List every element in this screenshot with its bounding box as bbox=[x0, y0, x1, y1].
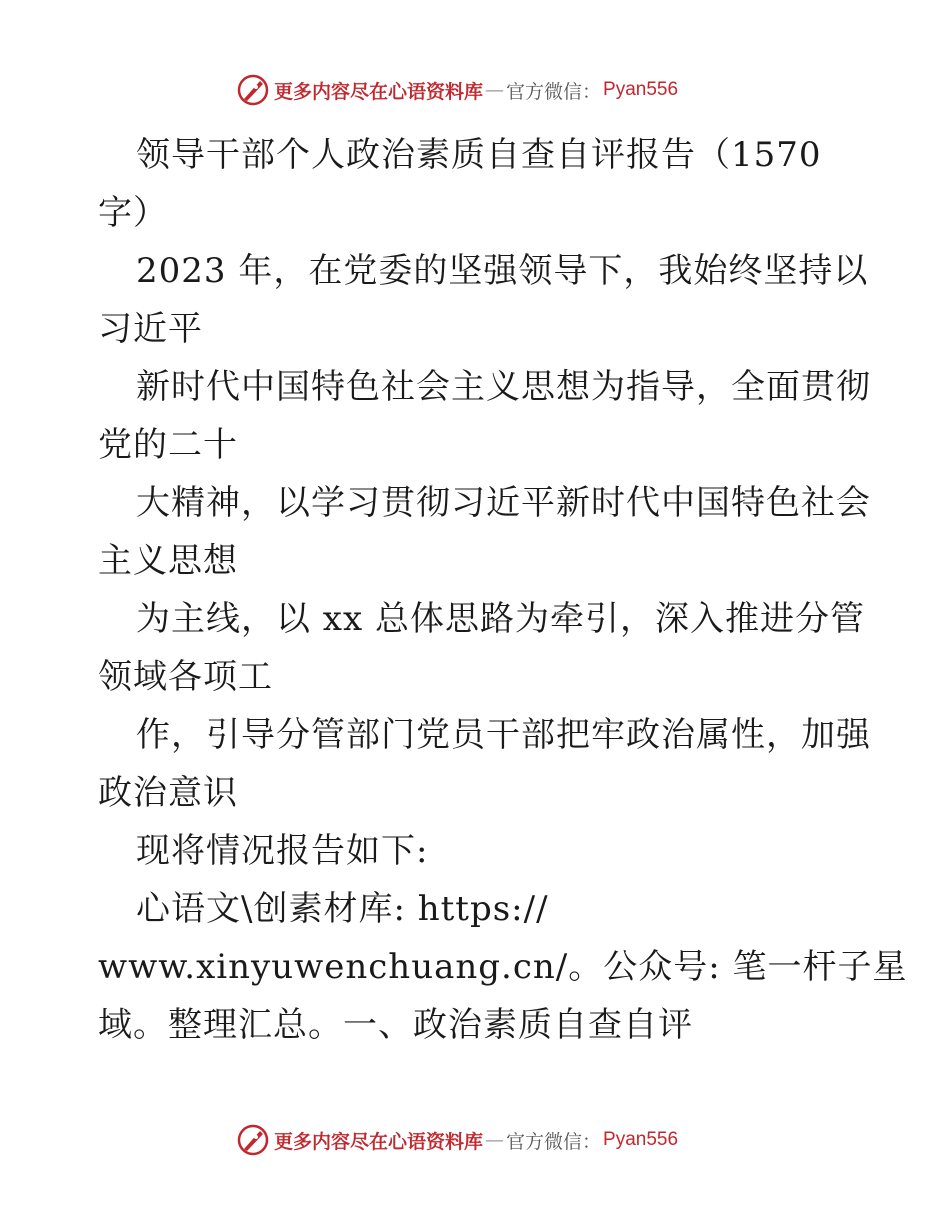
doc-line: 新时代中国特色社会主义思想为指导，全面贯彻 bbox=[136, 367, 871, 407]
footer-official-label: 官方微信： bbox=[506, 1130, 602, 1153]
document-body bbox=[98, 126, 908, 1054]
pen-logo-icon bbox=[236, 1123, 270, 1157]
header-wechat-id: Pyan556 bbox=[603, 79, 679, 100]
doc-line: 作，引导分管部门党员干部把牢政治属性，加强 bbox=[136, 715, 871, 755]
doc-title-line-1: 领导干部个人政治素质自查自评报告（1570 bbox=[136, 135, 822, 175]
footer-banner bbox=[236, 1122, 678, 1158]
doc-line: 习近平 bbox=[98, 309, 203, 349]
doc-line: 为主线，以 xx 总体思路为牵引，深入推进分管 bbox=[136, 599, 865, 639]
doc-title-line-2: 字） bbox=[98, 193, 168, 233]
header-dash: — bbox=[485, 79, 505, 101]
doc-line: 大精神，以学习贯彻习近平新时代中国特色社会 bbox=[136, 483, 871, 523]
header-official-label: 官方微信： bbox=[506, 80, 602, 103]
header-banner bbox=[236, 72, 678, 108]
doc-line: 域。整理汇总。一、政治素质自查自评 bbox=[98, 1005, 693, 1045]
doc-line: 政治意识 bbox=[98, 773, 238, 813]
doc-line: 主义思想 bbox=[98, 541, 238, 581]
doc-line: 心语文\创素材库: https:// bbox=[136, 889, 549, 929]
pen-logo-icon bbox=[236, 73, 270, 107]
doc-line: 现将情况报告如下: bbox=[136, 831, 429, 871]
doc-line: 2023 年，在党委的坚强领导下，我始终坚持以 bbox=[136, 251, 869, 291]
footer-brand-text: 更多内容尽在心语资料库 bbox=[274, 1130, 484, 1153]
doc-line: www.xinyuwenchuang.cn/。公众号: 笔一杆子星 bbox=[98, 947, 908, 987]
doc-line: 领域各项工 bbox=[98, 657, 273, 697]
footer-wechat-id: Pyan556 bbox=[603, 1129, 679, 1150]
header-brand-text: 更多内容尽在心语资料库 bbox=[274, 80, 484, 103]
footer-dash: — bbox=[485, 1129, 505, 1151]
doc-line: 党的二十 bbox=[98, 425, 238, 465]
